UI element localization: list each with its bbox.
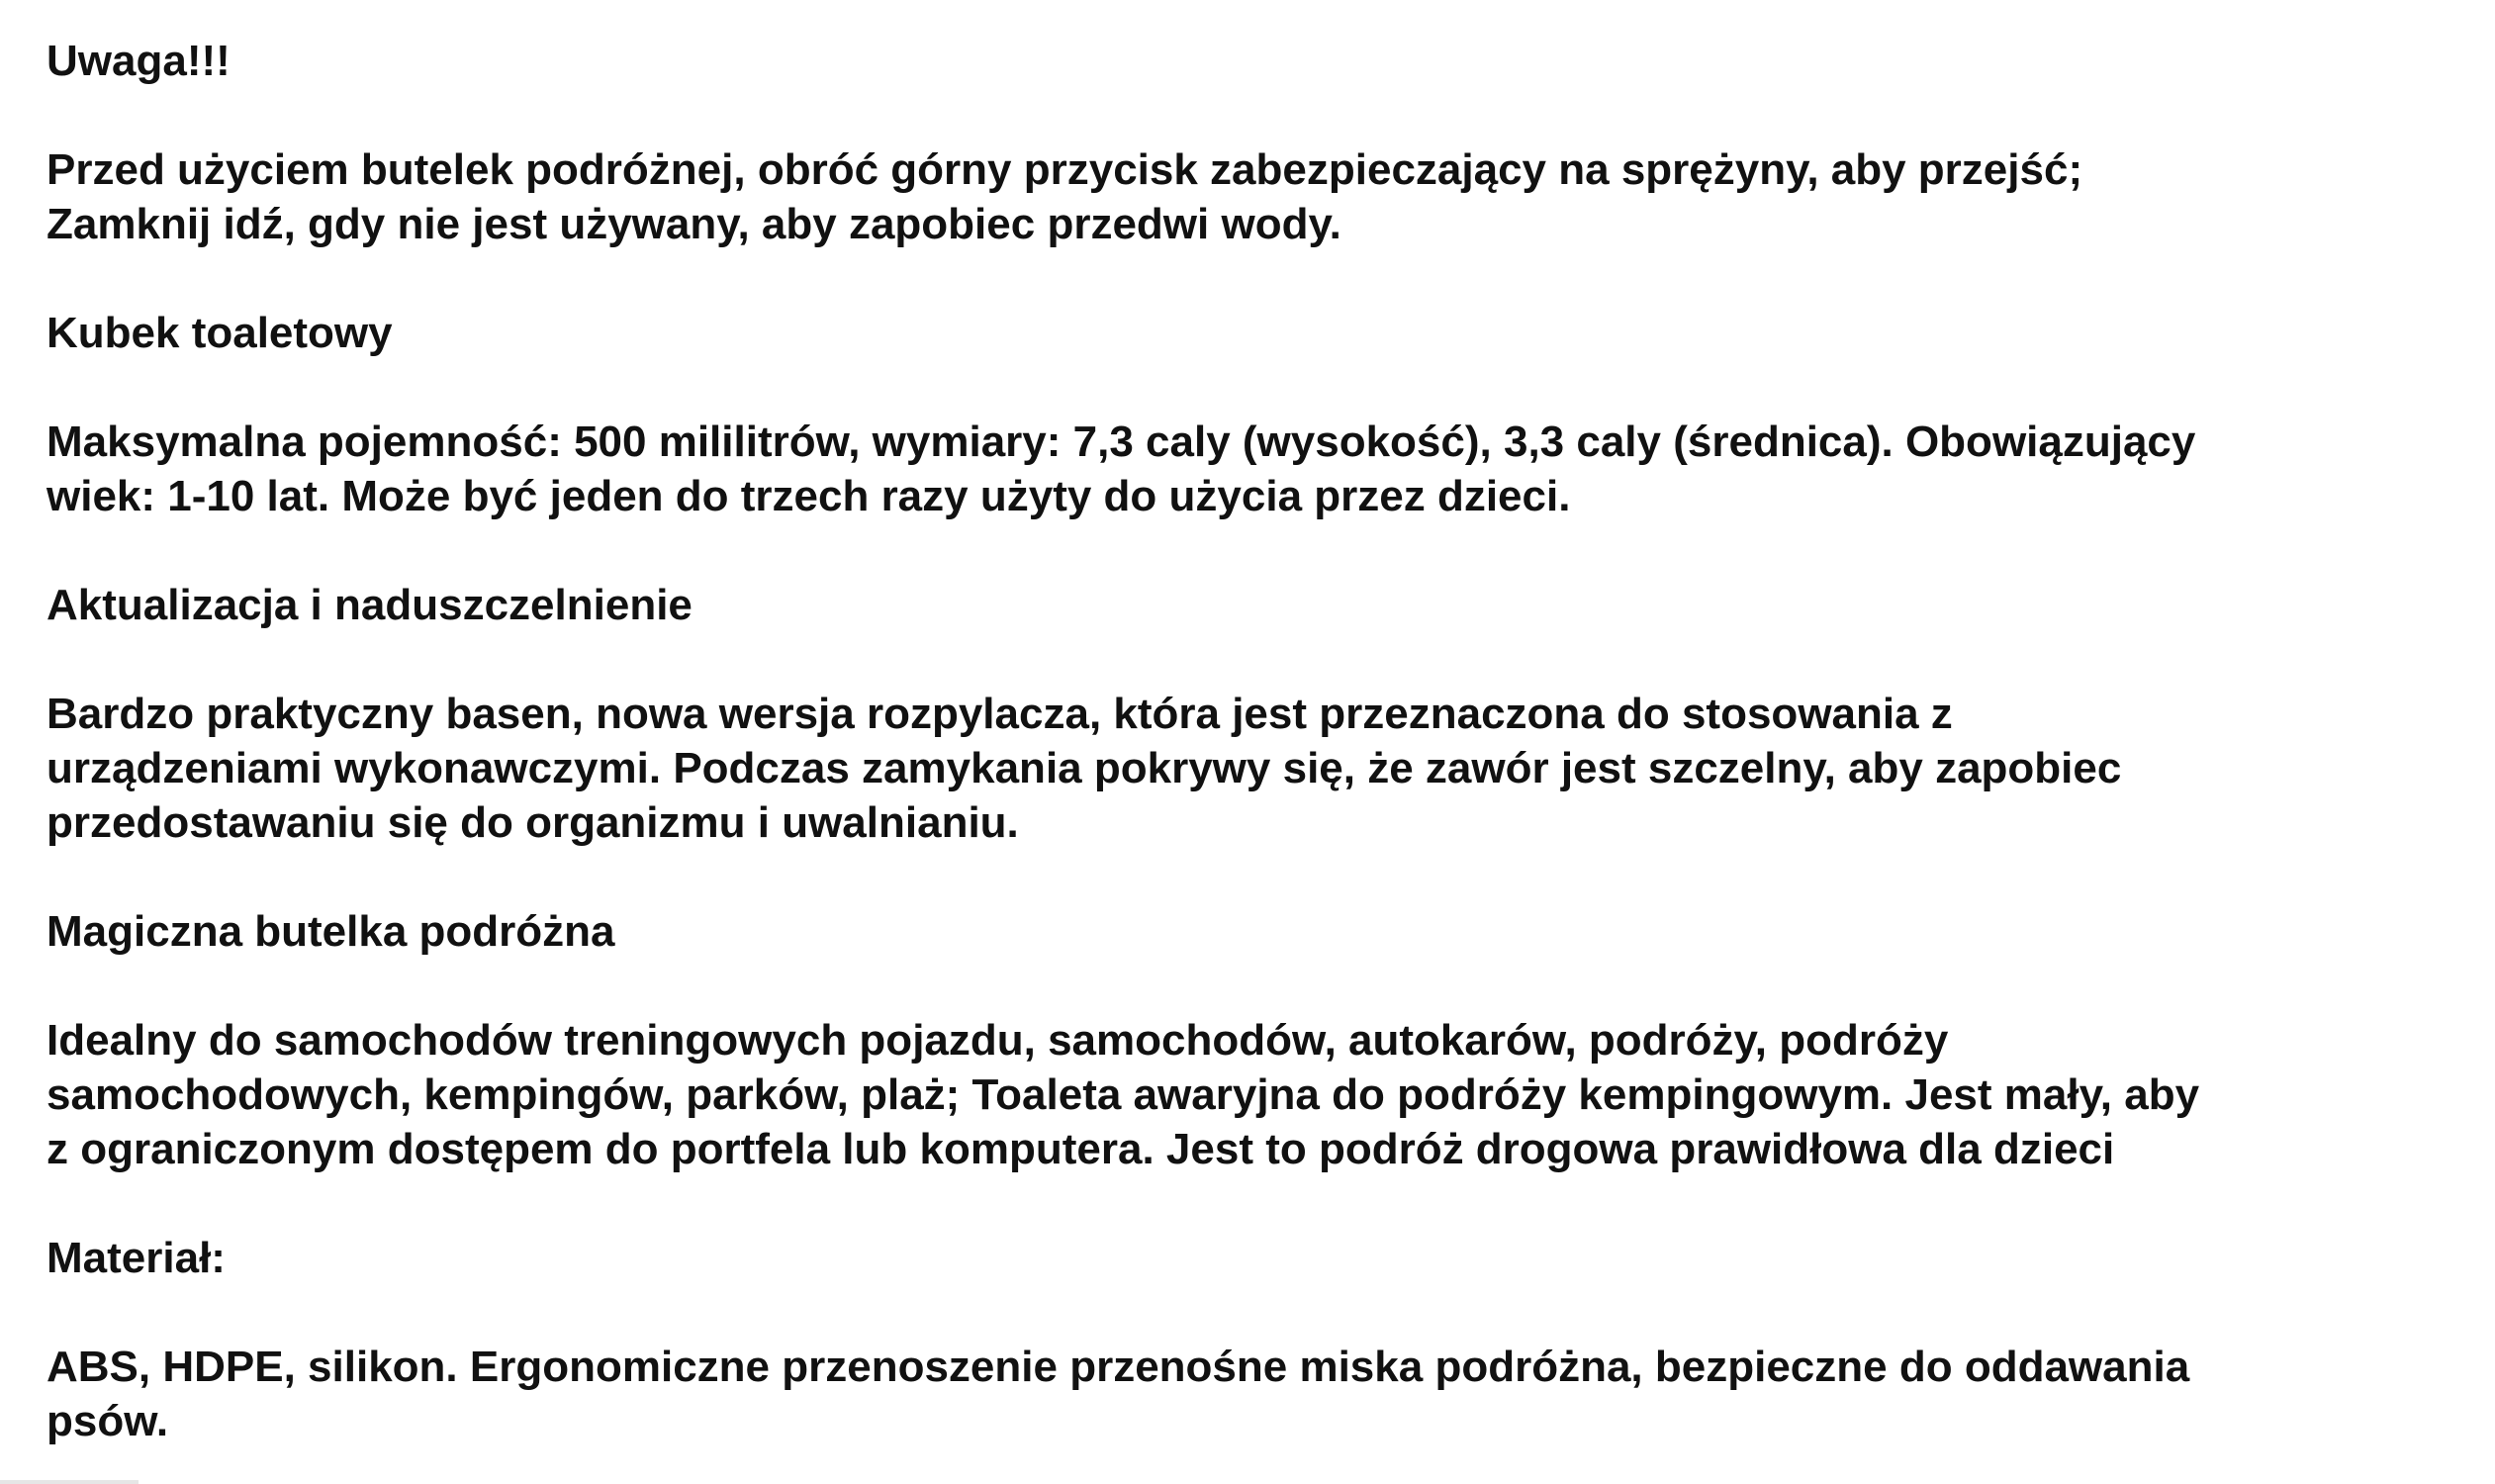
blank-line (46, 632, 2460, 687)
section-title-toilet-cup: Kubek toaletowy (46, 309, 393, 357)
paragraph-line: Przed użyciem butelek podróżnej, obróć górny przycisk zabezpieczający na sprężyny, aby przejść; (46, 145, 2083, 194)
blank-line (46, 850, 2460, 904)
product-description (46, 34, 2460, 1448)
blank-line (46, 959, 2460, 1013)
section-title-warning: Uwaga!!! (46, 37, 231, 85)
section-title-magic-bottle: Magiczna butelka podróżna (46, 907, 615, 956)
paragraph-line: Zamknij idź, gdy nie jest używany, aby zapobiec przedwi wody. (46, 200, 1341, 248)
paragraph-line: urządzeniami wykonawczymi. Podczas zamykania pokrywy się, że zawór jest szczelny, aby zapobiec (46, 744, 2122, 792)
paragraph-line: psów. (46, 1397, 169, 1445)
blank-line (46, 251, 2460, 306)
blank-line (46, 1176, 2460, 1231)
blank-line (46, 523, 2460, 578)
blank-line (46, 360, 2460, 415)
paragraph-line: Idealny do samochodów treningowych pojazdu, samochodów, autokarów, podróży, podróży (46, 1016, 1949, 1065)
paragraph-line: wiek: 1-10 lat. Może być jeden do trzech razy użyty do użycia przez dzieci. (46, 472, 1571, 520)
paragraph-line: Bardzo praktyczny basen, nowa wersja rozpylacza, która jest przeznaczona do stosowania z (46, 690, 1953, 738)
paragraph-line: ABS, HDPE, silikon. Ergonomiczne przenoszenie przenośne miska podróżna, bezpieczne do oddawania (46, 1343, 2190, 1391)
section-title-material: Materiał: (46, 1234, 226, 1282)
paragraph-line: samochodowych, kempingów, parków, plaż; Toaleta awaryjna do podróży kempingowym. Jest mały, aby (46, 1070, 2200, 1119)
paragraph-line: Maksymalna pojemność: 500 mililitrów, wymiary: 7,3 caly (wysokość), 3,3 caly (średnica). Obowiązujący (46, 417, 2196, 466)
paragraph-line: z ograniczonym dostępem do portfela lub komputera. Jest to podróż drogowa prawidłowa dla dzieci (46, 1125, 2115, 1173)
blank-line (46, 88, 2460, 142)
page-edge-divider (0, 1480, 139, 1484)
blank-line (46, 1285, 2460, 1340)
section-title-update: Aktualizacja i naduszczelnienie (46, 581, 693, 629)
paragraph-line: przedostawaniu się do organizmu i uwalnianiu. (46, 798, 1019, 847)
